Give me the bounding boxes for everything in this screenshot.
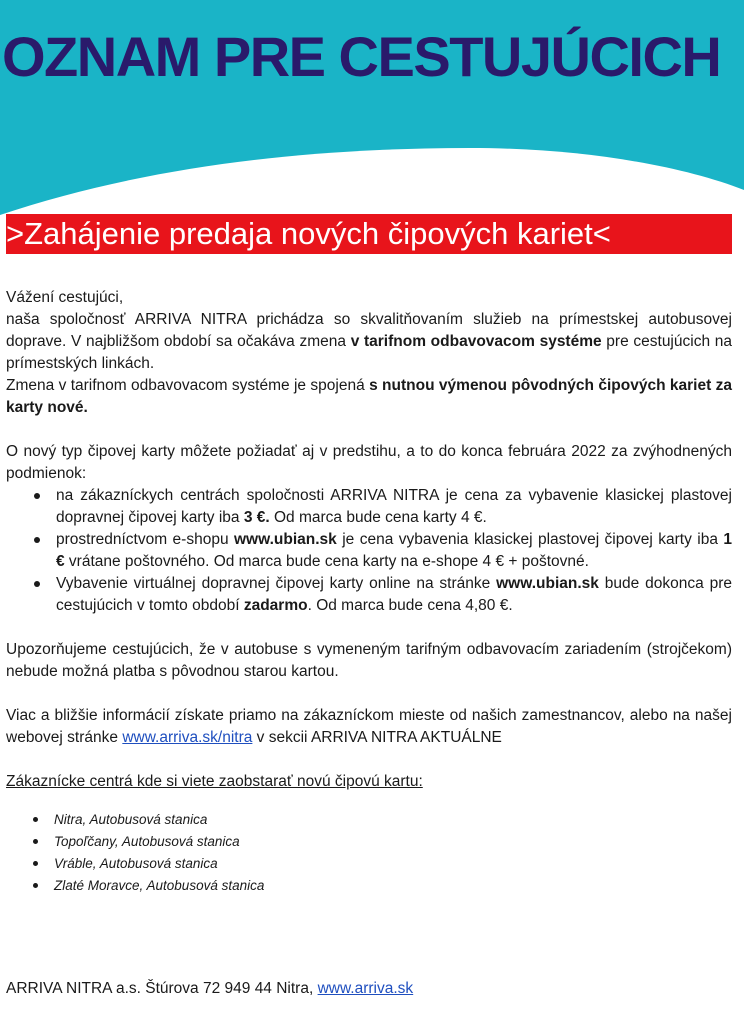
header-graphic [0, 0, 744, 215]
text: Zmena v tarifnom odbavovacom systéme je spojená [6, 377, 370, 394]
intro-paragraph [6, 309, 732, 375]
price: 3 €. [243, 509, 270, 526]
text: v sekcii ARRIVA NITRA AKTUÁLNE [252, 729, 502, 746]
spacer [6, 749, 732, 771]
centers-list [6, 809, 732, 897]
list-item [56, 573, 732, 617]
list-item [56, 529, 732, 573]
list-item: Vráble, Autobusová stanica [54, 853, 732, 875]
spacer [6, 419, 732, 441]
address-text: ARRIVA NITRA a.s. Štúrova 72 949 44 Nitra, [6, 980, 318, 997]
footer-address [6, 978, 413, 1000]
list-item: Nitra, Autobusová stanica [54, 809, 732, 831]
price: 1 € [56, 531, 732, 570]
conditions-paragraph: O nový typ čipovej karty môžete požiadať aj v predstihu, a to do konca februára 2022 za zvýhodnených podmienok: [6, 443, 732, 482]
info-paragraph [6, 705, 732, 749]
eshop-name: www.ubian.sk [496, 575, 599, 592]
greeting: Vážení cestujúci, [6, 289, 124, 306]
change-paragraph [6, 375, 732, 419]
text: . Od marca bude cena 4,80 €. [307, 597, 513, 614]
emphasis: v tarifnom odbavovacom systéme [350, 333, 602, 350]
announcement-banner: >Zahájenie predaja nových čipových kariet< [6, 214, 732, 254]
list-item [56, 485, 732, 529]
arriva-website-link[interactable]: www.arriva.sk [317, 980, 414, 997]
text: na zákazníckych centrách spoločnosti ARRIVA NITRA je cena za vybavenie klasickej plastovej dopravnej čipovej karty iba [56, 487, 732, 526]
text: vrátane poštovného. Od marca bude cena karty na e-shope 4 € + poštovné. [64, 553, 589, 570]
list-item: Topoľčany, Autobusová stanica [54, 831, 732, 853]
centers-heading: Zákaznícke centrá kde si viete zaobstarať novú čipovú kartu: [6, 773, 423, 790]
text: bude dokonca pre cestujúcich v tomto období [56, 575, 732, 614]
notice-body [6, 287, 732, 897]
text: Viac a bližšie informácií získate priamo na zákazníckom mieste od našich zamestnancov, alebo na našej webovej stránke [6, 707, 732, 746]
text: prostredníctvom e-shopu [56, 531, 234, 548]
warning-paragraph: Upozorňujeme cestujúcich, že v autobuse s vymeneným tarifným odbavovacím zariadením (strojčekom) nebude možná platba s pôvodnou starou kartou. [6, 641, 732, 680]
text: je cena vybavenia klasickej plastovej čipovej karty iba [336, 531, 724, 548]
text: Od marca bude cena karty 4 €. [269, 509, 487, 526]
eshop-name: www.ubian.sk [234, 531, 337, 548]
emphasis: s nutnou výmenou pôvodných čipových kariet za karty nové. [6, 377, 732, 416]
text: pre cestujúcich na prímestských linkách. [6, 333, 732, 372]
spacer [6, 683, 732, 705]
price: zadarmo [243, 597, 308, 614]
price-list [6, 485, 732, 617]
arriva-nitra-link[interactable]: www.arriva.sk/nitra [122, 729, 253, 746]
text: Vybavenie virtuálnej dopravnej čipovej karty online na stránke [56, 575, 497, 592]
spacer [6, 617, 732, 639]
page-title: OZNAM PRE CESTUJÚCICH [2, 25, 721, 88]
text: naša spoločnosť ARRIVA NITRA prichádza so skvalitňovaním služieb na prímestskej autobusovej doprave. V najbližšom období sa očakáva zmena [6, 311, 732, 350]
list-item: Zlaté Moravce, Autobusová stanica [54, 875, 732, 897]
